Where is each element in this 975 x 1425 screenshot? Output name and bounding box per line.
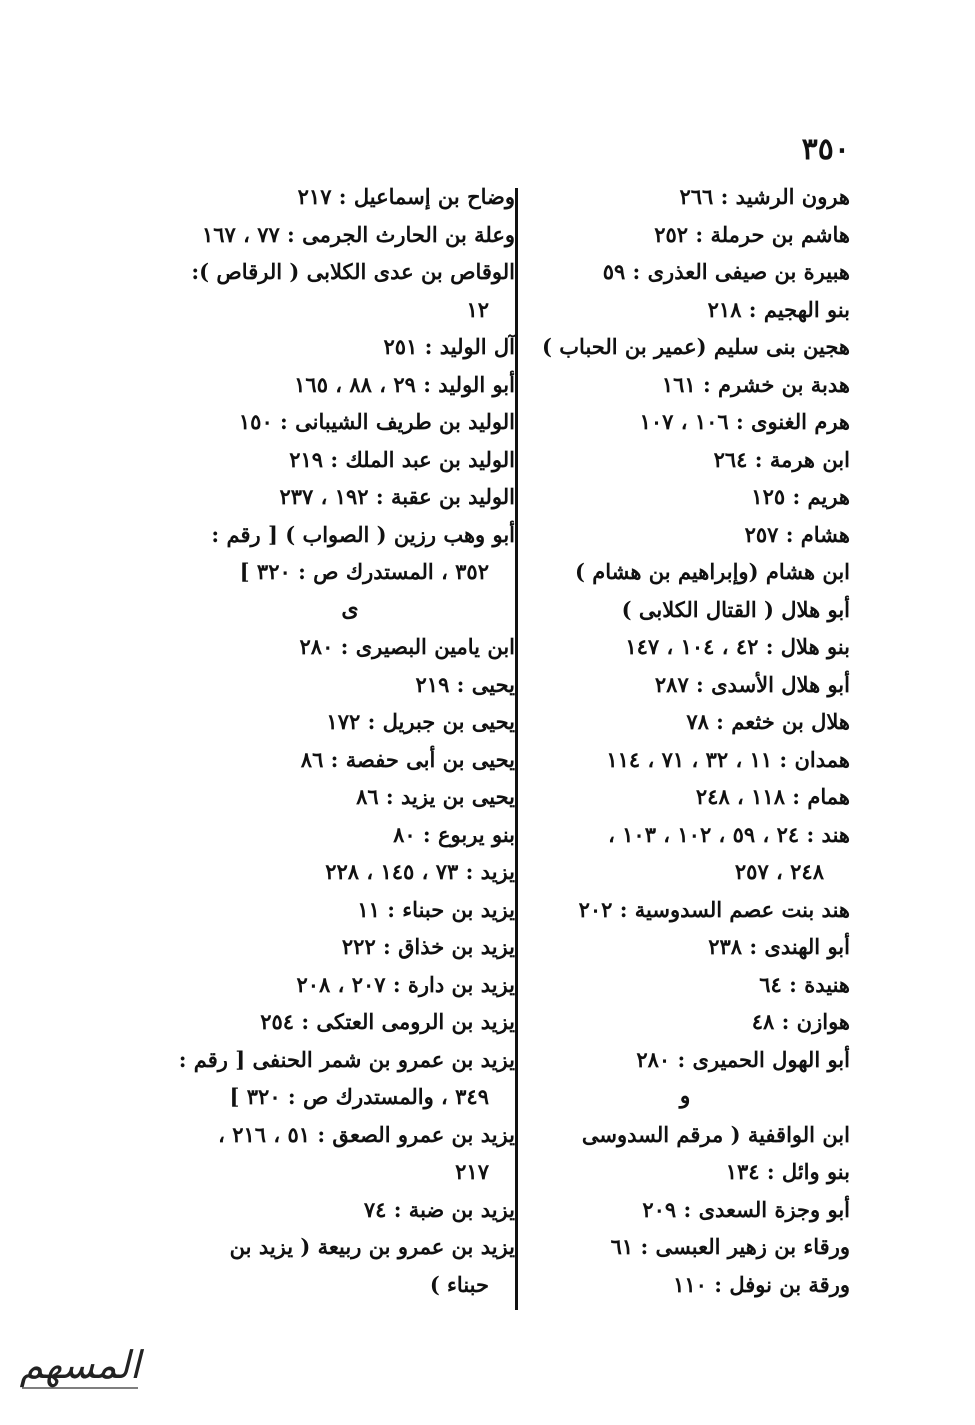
index-entry: يزيد بن عمرو بن شمر الحنفى [ رقم : <box>178 1046 515 1072</box>
index-entry-continuation: ٣٤٩ ، والمستدرك ص : ٣٢٠ ] <box>229 1084 489 1109</box>
index-entry: هند بنت عصم السدوسية : ٢٠٢ <box>578 896 850 922</box>
index-entry: أبو وجزة السعدى : ٢٠٩ <box>642 1196 850 1222</box>
index-entry: وعلة بن الحارث الجرمى : ٧٧ ، ١٦٧ <box>201 221 515 247</box>
index-entry: الوليد بن طريف الشيبانى : ١٥٠ <box>238 409 515 434</box>
section-letter-heading: و <box>679 1083 691 1109</box>
index-entry: هشام : ٢٥٧ <box>744 521 850 547</box>
index-entry: الوليد بن عقبة : ١٩٢ ، ٢٣٧ <box>279 484 515 509</box>
index-entry: ابن الواقفية ( مرقم السدوسى <box>581 1121 850 1147</box>
index-entry: ابن يامين البصيرى : ٢٨٠ <box>299 634 515 659</box>
index-entry: يزيد بن عمرو بن ربيعة ( يزيد بن <box>229 1234 515 1259</box>
index-entry: هوازن : ٤٨ <box>751 1009 850 1034</box>
index-entry: هريم : ١٢٥ <box>751 484 850 509</box>
index-column-right <box>520 178 850 1303</box>
index-entry: يزيد : ٧٣ ، ١٤٥ ، ٢٢٨ <box>325 859 515 884</box>
index-entry: هرون الرشيد : ٢٦٦ <box>679 184 850 209</box>
index-entry: هند : ٢٤ ، ٥٩ ، ١٠٢ ، ١٠٣ ، <box>608 821 850 847</box>
index-entry: أبو الهول الحميرى : ٢٨٠ <box>636 1046 850 1072</box>
index-entry: أبو وهب رزين ( الصواب ) [ رقم : <box>211 521 515 547</box>
index-entry: هجين بنى سليم (عمير بن الحباب ) <box>542 334 850 359</box>
index-entry: بنو الهجيم : ٢١٨ <box>707 296 850 322</box>
index-entry: ورقاء بن زهير العبسى : ٦١ <box>610 1234 850 1259</box>
index-entry: ورقة بن نوفل : ١١٠ <box>673 1271 850 1297</box>
section-letter-heading: ى <box>341 595 359 622</box>
index-entry-continuation: ٢١٧ <box>455 1159 489 1184</box>
index-entry: يحيى بن يزيد : ٨٦ <box>356 784 515 809</box>
index-entry: الوليد بن عبد الملك : ٢١٩ <box>289 446 515 472</box>
index-entry-continuation: ١٢ <box>466 296 489 322</box>
index-entry: ابن هرمة : ٢٦٤ <box>713 446 850 472</box>
index-entry: وضاح بن إسماعيل : ٢١٧ <box>297 184 515 209</box>
index-entry: يزيد بن دارة : ٢٠٧ ، ٢٠٨ <box>296 971 515 997</box>
page-number: ٣٥٠ <box>801 132 850 167</box>
index-entry: يزيد بن ضبة : ٧٤ <box>363 1196 515 1222</box>
watermark-text: المسهم <box>19 1343 141 1387</box>
index-entry: أبو هلال ( القتال الكلابى ) <box>621 596 850 622</box>
index-entry: يزيد بن حبناء : ١١ <box>357 896 515 922</box>
index-entry: هلال بن خثعم : ٧٨ <box>686 709 850 734</box>
index-entry: أبو هلال الأسدى : ٢٨٧ <box>654 671 850 697</box>
index-entry: أبو الوليد : ٢٩ ، ٨٨ ، ١٦٥ <box>294 371 515 397</box>
index-entry: يزيد بن عمرو الصعق : ٥١ ، ٢١٦ ، <box>218 1121 515 1147</box>
index-entry: يحيى : ٢١٩ <box>415 671 515 697</box>
index-entry: هبيرة بن صيفى العذرى : ٥٩ <box>602 259 850 284</box>
index-entry: بنو يربوع : ٨٠ <box>393 821 515 847</box>
index-entry: هرم الغنوى : ١٠٦ ، ١٠٧ <box>639 409 850 434</box>
index-entry: همدان : ١١ ، ٣٢ ، ٧١ ، ١١٤ <box>606 746 850 772</box>
index-entry: يحيى بن أبى حفصة : ٨٦ <box>300 746 515 772</box>
index-column-left <box>178 178 515 1303</box>
index-entry: يحيى بن جبريل : ١٧٢ <box>326 709 515 734</box>
index-entry: بنو وائل : ١٣٤ <box>725 1159 850 1184</box>
index-entry: يزيد بن خذاق : ٢٢٢ <box>341 934 515 959</box>
index-entry: هاشم بن حرملة : ٢٥٢ <box>654 221 850 247</box>
index-entry-continuation: حبناء ) <box>429 1271 489 1297</box>
index-entry: هنيدة : ٦٤ <box>759 971 850 997</box>
index-entry-continuation: ٣٥٢ ، المستدرك ص : ٣٢٠ ] <box>239 559 489 584</box>
index-entry: ابن هشام (وإبراهيم بن هشام ) <box>575 559 850 584</box>
watermark-logo <box>10 1330 150 1410</box>
index-entry: همام : ١١٨ ، ٢٤٨ <box>695 784 850 809</box>
index-entry: بنو هلال : ٤٢ ، ١٠٤ ، ١٤٧ <box>625 634 850 659</box>
index-entry: الوقاص بن عدى الكلابى ( الرقاص ): <box>191 259 515 284</box>
index-entry: هدبة بن خشرم : ١٦١ <box>661 371 850 397</box>
index-entry: آل الوليد : ٢٥١ <box>383 334 515 359</box>
index-entry: يزيد بن الرومى العتكى : ٢٥٤ <box>260 1009 515 1034</box>
index-entry: أبو الهندى : ٢٣٨ <box>708 934 850 959</box>
index-entry-continuation: ٢٤٨ ، ٢٥٧ <box>734 859 824 884</box>
column-divider <box>515 188 518 1310</box>
